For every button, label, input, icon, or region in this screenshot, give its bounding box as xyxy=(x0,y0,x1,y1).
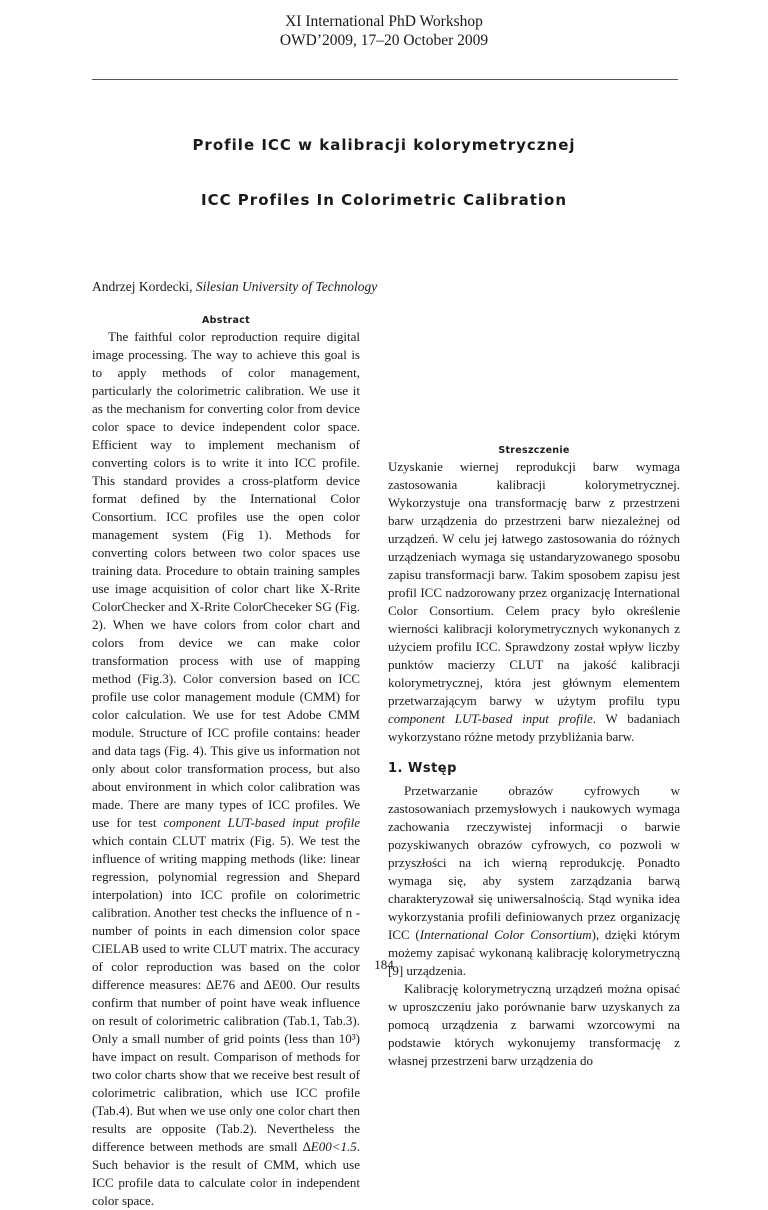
left-column xyxy=(92,314,360,1210)
intro-paragraph-2: Kalibrację kolorymetryczną urządzeń można opisać w uproszczeniu jako porównanie barw uzyskanych za pomocą urządzenia z barwami wzorcowymi na podstawie których wykonujemy transformację z własnej przestrzeni barw urządzenia do xyxy=(388,981,680,1068)
header-rule xyxy=(92,79,678,80)
workshop-date: OWD’2009, 17–20 October 2009 xyxy=(279,32,489,49)
workshop-name: XI International PhD Workshop xyxy=(285,13,483,30)
delta-e76: ∆E76 xyxy=(206,977,236,992)
delta-e00: ∆E00 xyxy=(263,977,293,992)
delta-e00-threshold: ∆E00<1.5 xyxy=(302,1139,357,1154)
abstract-heading: Abstract xyxy=(201,315,251,326)
intro-paragraph-1: Przetwarzanie obrazów cyfrowych w zastosowaniach przemysłowych i naukowych wymaga zachowania rzeczywistej informacji o barwie pozyskiwanych obrazów cyfrowych, co pozwoli w przyszłości na ich wierną reprodukcję. Ponadto wymaga się, aby system zarządzania barwą charakteryzował się uniwersalnością. Stąd wynika idea wykorzystania profili definiowanych przez organizację ICC (International Color Consortium), dzięki którym możemy zapisać wykonaną kalibrację kolorymetryczną [9] urządzenia. xyxy=(388,783,680,978)
author-affiliation: Silesian University of Technology xyxy=(195,279,378,294)
section-heading: 1. Wstęp xyxy=(388,761,457,776)
page-number: 184 xyxy=(374,957,394,972)
author-name: Andrzej Kordecki, xyxy=(92,279,196,294)
title-polish: Profile ICC w kalibracji kolorymetrycznej xyxy=(192,136,576,154)
streszczenie-heading: Streszczenie xyxy=(498,445,570,456)
author-line xyxy=(92,279,377,295)
streszczenie-text: Uzyskanie wiernej reprodukcji barw wymaga zastosowania kalibracji kolorymetrycznej. Wykorzystuje ona transformację barw z przestrzeni barw urządzenia do przestrzeni barw niezależnej od urządzeń. W celu jej łatwego zastosowania do różnych urządzeniach wymaga się ustandaryzowanego sposobu zapisu transformacji barw. Takim sposobem zapisu jest profil ICC nadzorowany przez organizację International Color Consortium. Celem pracy było określenie wierności kalibracji kolorymetrycznych wykonanych z użyciem profilu ICC. Sprawdzony został wpływ liczby punktów macierzy CLUT na jakość kalibracji kolorymetrycznej, która jest głównym elementem przetwarzającym barwy w użytym profilu typu component LUT-based input profile. W badaniach wykorzystano różne metody przybliżania barw. xyxy=(388,459,680,744)
title-english: ICC Profiles In Colorimetric Calibration xyxy=(200,191,568,209)
abstract-text: The faithful color reproduction require digital image processing. The way to achieve this goal is to apply methods of color management, particularly the colorimetric calibration. We use it as the mechanism for converting color from device color space to device independent color space. Efficient way to implement mechanism of converting colors is to write it into ICC profile. This standard provides a cross-platform device format defined by the International Color Consortium. ICC profiles use the open color management system (Fig 1). Methods for converting colors between two color spaces use training data. Procedure to obtain training samples use image acquisition of color chart like X-Rrite ColorChecker and X-Rrite ColorCheceker SG (Fig. 2). When we have colors from color chart and colors from device we can make color transformation process with use of mapping method (Fig.3). Color conversion based on ICC profile use color management module (CMM) for color calculation. We use for test Adobe CMM module. Structure of ICC profile contains: header and data tags (Fig. 4). This give us information not only about color transformation process, but also about environment in which color calibration was made. There are many types of ICC profiles. We use for test component LUT-based input profile which contain CLUT matrix (Fig. 5). We test the influence of writing mapping methods (like: linear regression, polynomial regression and Shepard interpolation) into ICC profile on colorimetric calibration. Another test checks the influence of n - number of points in each dimension color space CIELAB used to write CLUT matrix. The accuracy of color reproduction was based on the color difference measures: ∆E76 and ∆E00. Our results confirm that number of point have weak influence on result of colorimetric calibration (Tab.1, Tab.3). Only a small number of grid points (less than 10³) have impact on result. Comparison of methods for two color charts show that we receive best result of colorimetric calibration, which use ICC profile (Tab.4). But when we use only one color chart then results are opposite (Tab.2). Nevertheless the difference between methods are small ∆E00<1.5. Such behavior is the result of CMM, which use ICC profile data to calculate color in independent color space. xyxy=(92,329,360,1208)
